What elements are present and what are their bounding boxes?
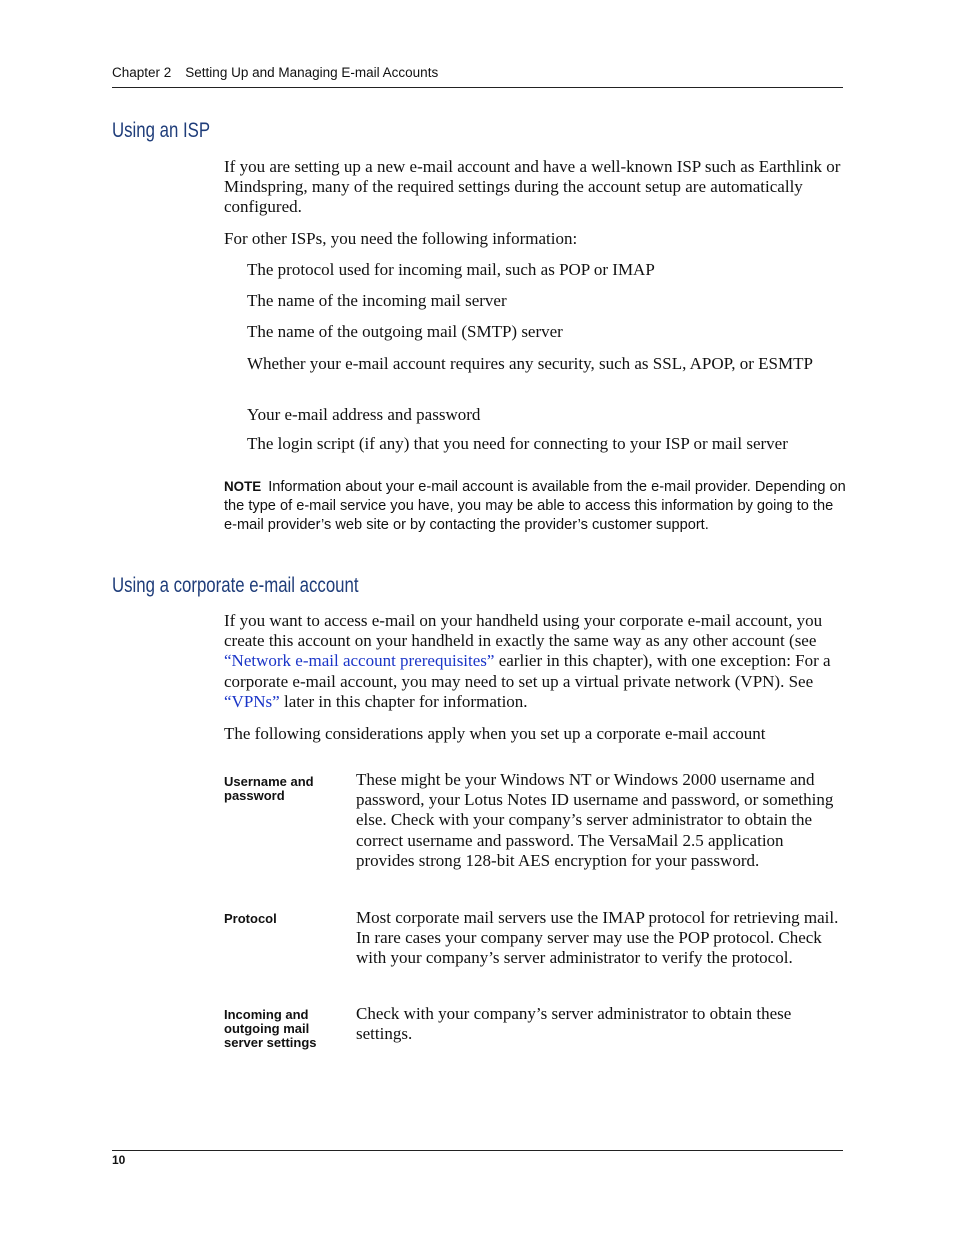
section-heading-isp: Using an ISP [112, 119, 211, 142]
list-item: The name of the outgoing mail (SMTP) server [247, 322, 563, 341]
note-label: NOTE [224, 479, 262, 494]
list-item: The login script (if any) that you need for connecting to your ISP or mail server [247, 434, 788, 453]
chapter-title: Setting Up and Managing E-mail Accounts [185, 65, 439, 80]
definition-server-settings: Check with your company’s server administrator to obtain these settings. [356, 1004, 792, 1044]
footer-divider [112, 1150, 843, 1151]
intro-text: later in this chapter for information. [279, 691, 528, 711]
intro-text: If you want to access e-mail on your handheld using your corporate e-mail account, you create this account on your handheld in exactly the same way as any other account (see [224, 611, 823, 651]
definition-protocol: Most corporate mail servers use the IMAP protocol for retrieving mail. In rare cases your company server may use the POP protocol. Check with your company’s server administrator to verify the protocol. [356, 908, 839, 968]
isp-intro-paragraph: If you are setting up a new e-mail account and have a well-known ISP such as Earthlink or Mindspring, many of the required settings during the account setup are automatically configured. [224, 157, 841, 217]
definition-username-password: These might be your Windows NT or Windows 2000 username and password, your Lotus Notes ID username and password, or something else. Check with your company’s server administrator to obtain the correct username and password. The VersaMail 2.5 application provides strong 128-bit AES encryption for your password. [356, 770, 834, 870]
network-prerequisites-link[interactable]: “Network e-mail account prerequisites” [224, 651, 495, 671]
isp-lead-paragraph: For other ISPs, you need the following information: [224, 229, 578, 248]
term-protocol: Protocol [224, 911, 277, 926]
corporate-intro-paragraph [224, 611, 846, 712]
header-divider [112, 87, 843, 88]
vpns-link[interactable]: “VPNs” [224, 691, 280, 711]
section-heading-corporate: Using a corporate e-mail account [112, 574, 359, 597]
list-item: Whether your e-mail account requires any security, such as SSL, APOP, or ESMTP [247, 354, 813, 373]
running-header [112, 65, 438, 80]
list-item: The name of the incoming mail server [247, 291, 507, 310]
note-block [224, 477, 846, 535]
note-text: Information about your e-mail account is available from the e-mail provider. Depending on the type of e-mail service you have, you may be able to access this information by going to the e-mail provider’s web site or by contacting the provider’s customer support. [224, 479, 846, 533]
page-number: 10 [112, 1153, 126, 1167]
considerations-paragraph: The following considerations apply when you set up a corporate e-mail account [224, 724, 766, 743]
intro-text: earlier in this chapter), with one exception: For a corporate e-mail account, you may need to set up a virtual private network (VPN). See [224, 651, 831, 691]
term-username-password: Username and password [224, 774, 314, 803]
chapter-label: Chapter 2 [112, 65, 172, 80]
list-item: The protocol used for incoming mail, such as POP or IMAP [247, 260, 655, 279]
term-server-settings: Incoming and outgoing mail server settings [224, 1007, 317, 1050]
list-item: Your e-mail address and password [247, 405, 481, 424]
